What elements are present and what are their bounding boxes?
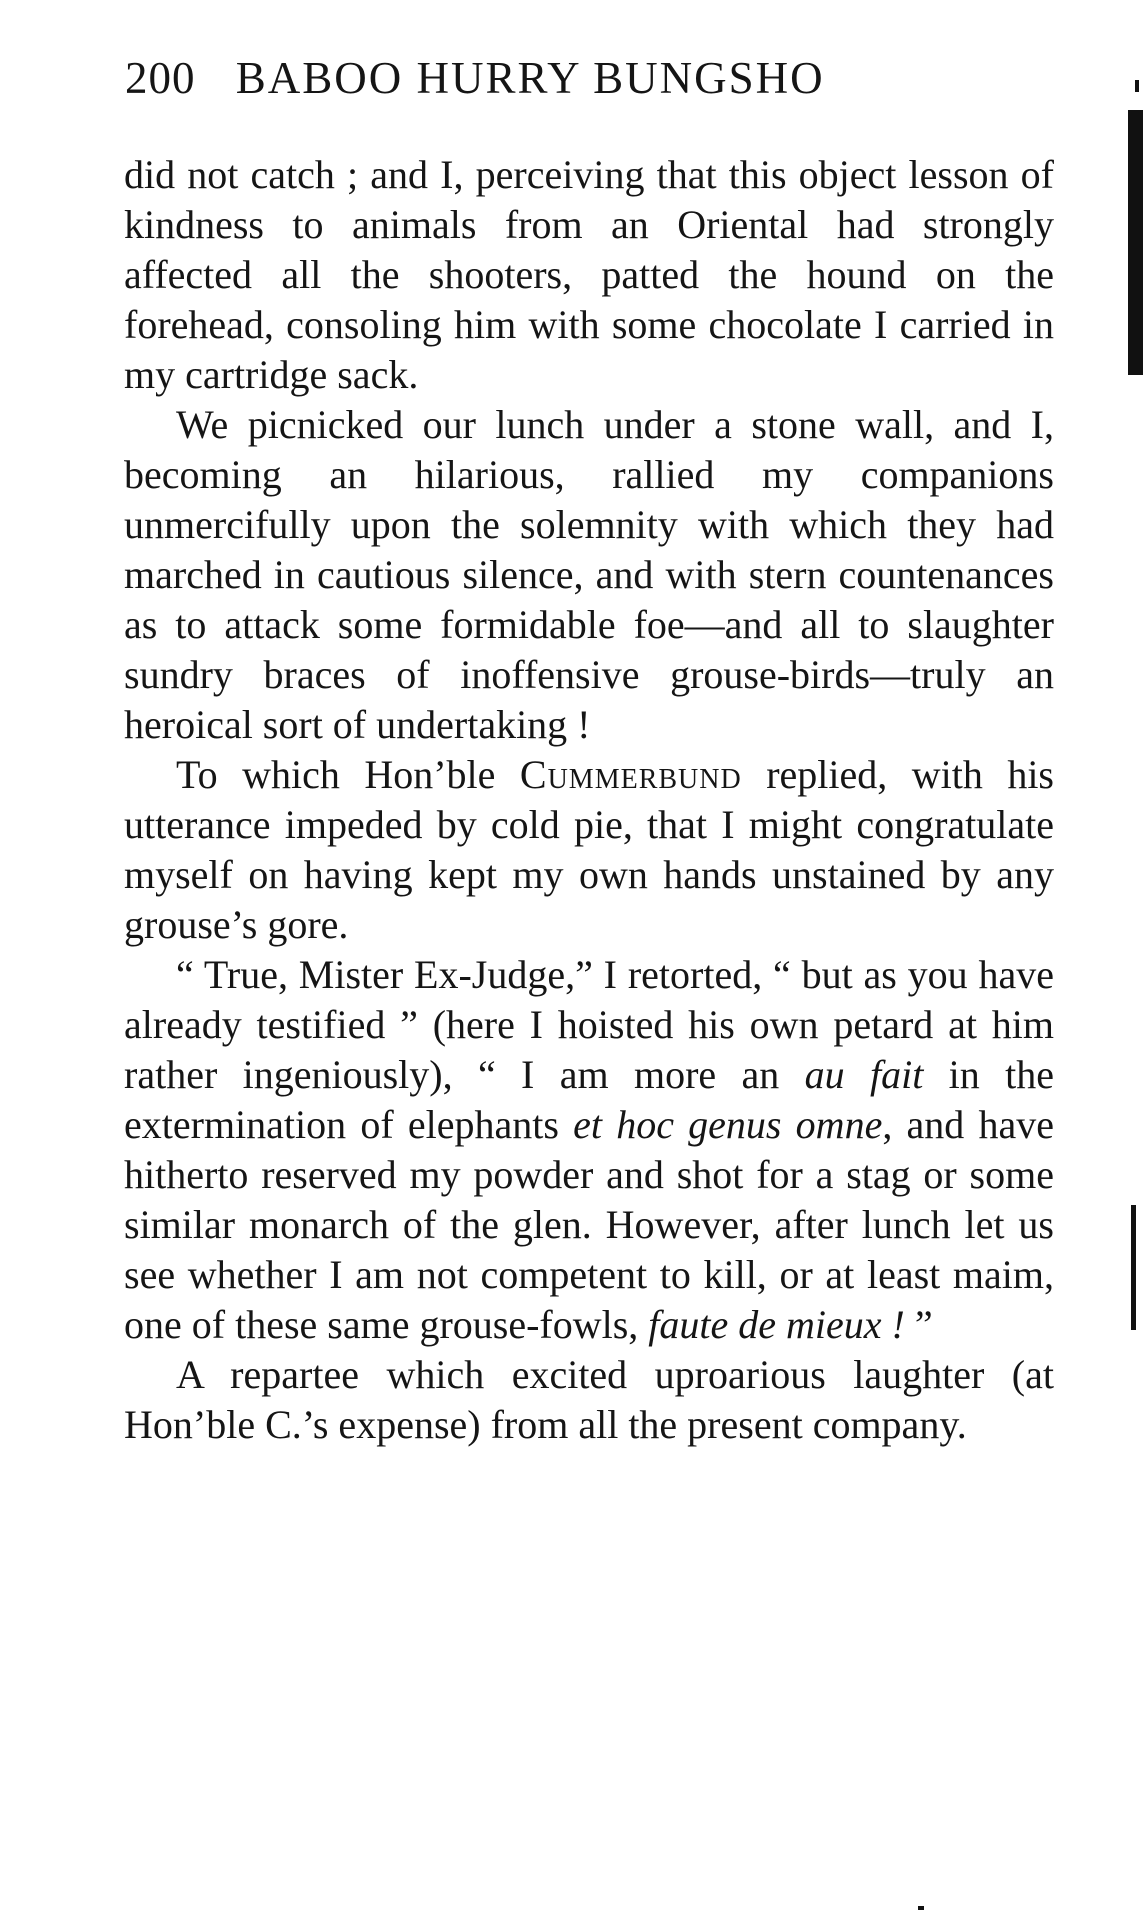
scan-stray-dot (918, 1906, 924, 1910)
scan-edge-mark-top (1128, 110, 1143, 375)
italic-et-hoc-genus-omne: et hoc genus omne (573, 1102, 883, 1147)
character-name-cummerbund: Cummerbund (519, 752, 742, 797)
italic-faute-de-mieux: faute de mieux ! (648, 1302, 905, 1347)
running-head (125, 52, 1055, 112)
page-number: 200 (125, 53, 196, 103)
paragraph-3 (124, 750, 1054, 950)
paragraph-3-after: replied, with his utterance impeded by cold pie, that I might congratulate myself on having kept my own hands unstained by any grouse’s gore. (124, 752, 1054, 947)
paragraph-2: We picnicked our lunch under a stone wall, and I, becoming an hilarious, rallied my companions unmercifully upon the solemnity with which they had marched in cautious silence, and with stern countenances as to attack some formidable foe—and all to slaughter sundry braces of inoffensive grouse-birds—truly an heroical sort of undertaking ! (124, 402, 1054, 747)
paragraph-4 (124, 950, 1054, 1350)
paragraph-4-part-4: ” (904, 1302, 933, 1347)
scan-edge-mark-middle (1131, 1205, 1136, 1330)
paragraph-4-part-1: “ True, Mister Ex-Judge,” I retorted, “ but as you have already testified ” (here I hoisted his own petard at him rather ingeniously), “ I am more an (124, 952, 1054, 1097)
paragraph-5: A repartee which excited uproarious laughter (at Hon’ble C.’s expense) from all the present company. (124, 1352, 1054, 1447)
italic-au-fait: au fait (804, 1052, 924, 1097)
book-title: BABOO HURRY BUNGSHO (235, 53, 825, 103)
paragraph-4-part-2: in the extermination of elephants (124, 1052, 1055, 1147)
paragraph-4-part-3: , and have hitherto reserved my powder and shot for a stag or some similar monarch of the glen. However, after lunch let us see whether I am not competent to kill, or at least maim, one of these same grouse-fowls, (124, 1102, 1054, 1347)
body-text (124, 150, 1054, 1450)
scan-edge-mark-dot (1135, 80, 1139, 92)
paragraph-1: did not catch ; and I, perceiving that this object lesson of kindness to animals from an Oriental had strongly affected all the shooters, patted the hound on the forehead, consoling him with some chocolate I carried in my cartridge sack. (124, 152, 1054, 397)
paragraph-3-before: To which Hon’ble (176, 752, 520, 797)
